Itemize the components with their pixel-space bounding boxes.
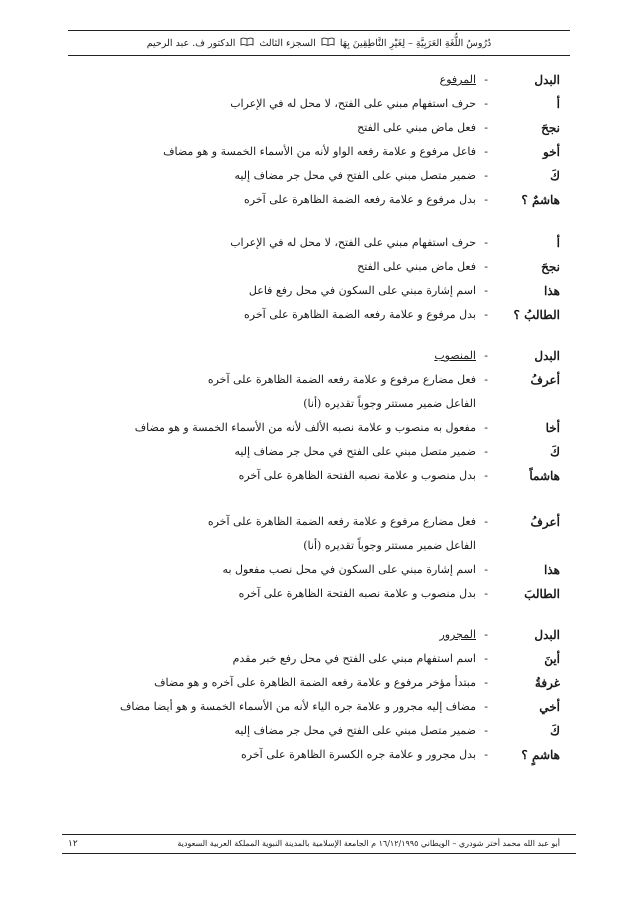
- parse-description: ضمير متصل مبني على الفتح في محل جر مضاف إليه: [234, 169, 476, 182]
- parse-description: فعل ماض مبني على الفتح: [357, 260, 476, 273]
- dash-separator: -: [484, 587, 488, 600]
- parse-row: [70, 190, 568, 210]
- grammar-term: هاشمٍ ؟: [521, 748, 560, 762]
- page-footer: [62, 834, 576, 854]
- dash-separator: -: [484, 676, 488, 689]
- grammar-term: الطالبَ: [524, 587, 560, 601]
- section-heading-row: [70, 70, 568, 90]
- grammar-term: أخا: [545, 421, 560, 435]
- parse-row: [70, 512, 568, 532]
- parse-description: بدل منصوب و علامة نصبه الفتحة الظاهرة على آخره: [238, 469, 476, 482]
- parse-description: مفعول به منصوب و علامة نصبه الألف لأنه من الأسماء الخمسة و هو مضاف: [134, 421, 476, 434]
- dash-separator: -: [484, 73, 488, 86]
- parse-row: [70, 649, 568, 669]
- parse-row: [70, 466, 568, 486]
- dash-separator: -: [484, 445, 488, 458]
- dash-separator: -: [484, 284, 488, 297]
- grammar-term: أ: [556, 236, 560, 250]
- dash-separator: -: [484, 628, 488, 641]
- open-book-icon: [240, 37, 254, 49]
- grammar-term: أعرفُ: [530, 373, 560, 387]
- dash-separator: -: [484, 121, 488, 134]
- grammar-term: كَ: [550, 169, 560, 183]
- dash-separator: -: [484, 700, 488, 713]
- grammar-term: هذا: [544, 284, 560, 298]
- dash-separator: -: [484, 193, 488, 206]
- parse-description: ضمير متصل مبني على الفتح في محل جر مضاف إليه: [234, 724, 476, 737]
- parse-description: فعل مضارع مرفوع و علامة رفعه الضمة الظاهرة على آخره: [207, 373, 476, 386]
- dash-separator: -: [484, 724, 488, 737]
- parse-row: [70, 233, 568, 253]
- parse-row: [70, 560, 568, 580]
- page-header: [68, 30, 570, 56]
- parse-row: [70, 536, 568, 556]
- parse-row: [70, 166, 568, 186]
- dash-separator: -: [484, 260, 488, 273]
- section-title: المجرور: [439, 628, 476, 641]
- dash-separator: -: [484, 563, 488, 576]
- grammar-term: نجحَ: [541, 121, 560, 135]
- dash-separator: -: [484, 748, 488, 761]
- parse-description: حرف استفهام مبني على الفتح، لا محل له في الإعراب: [230, 236, 476, 249]
- parse-description: فعل مضارع مرفوع و علامة رفعه الضمة الظاهرة على آخره: [207, 515, 476, 528]
- dash-separator: -: [484, 97, 488, 110]
- grammar-term: البدل: [534, 628, 560, 642]
- dash-separator: -: [484, 515, 488, 528]
- page-number: ١٢: [68, 839, 78, 849]
- grammar-term: أخو: [543, 145, 560, 159]
- parse-row: [70, 118, 568, 138]
- dash-separator: -: [484, 373, 488, 386]
- parse-description: اسم استفهام مبني على الفتح في محل رفع خبر مقدم: [232, 652, 476, 665]
- parse-row: [70, 257, 568, 277]
- dash-separator: -: [484, 145, 488, 158]
- parse-row: [70, 745, 568, 765]
- parse-description: بدل مجرور و علامة جره الكسرة الظاهرة على آخره: [241, 748, 476, 761]
- section-heading-row: [70, 625, 568, 645]
- grammar-term: الطالبُ ؟: [513, 308, 560, 322]
- parse-description: بدل مرفوع و علامة رفعه الضمة الظاهرة على آخره: [244, 308, 476, 321]
- parse-row: [70, 673, 568, 693]
- section-title: المرفوع: [439, 73, 476, 86]
- parse-description: فعل ماض مبني على الفتح: [357, 121, 476, 134]
- parse-row: [70, 418, 568, 438]
- header-volume: السجزء الثالث: [259, 37, 316, 49]
- section-heading-row: [70, 346, 568, 366]
- parse-description: اسم إشارة مبني على السكون في محل رفع فاعل: [248, 284, 476, 297]
- parse-row: [70, 584, 568, 604]
- parse-description: فاعل مرفوع و علامة رفعه الواو لأنه من الأسماء الخمسة و هو مضاف: [163, 145, 476, 158]
- parse-description: بدل مرفوع و علامة رفعه الضمة الظاهرة على آخره: [244, 193, 476, 206]
- grammar-term: هاشماً: [529, 469, 560, 483]
- parse-description: حرف استفهام مبني على الفتح، لا محل له في الإعراب: [230, 97, 476, 110]
- grammar-term: كَ: [550, 445, 560, 459]
- header-title: دُرُوسُ اللُّغَةِ العَرَبِيَّةِ – لِغَيْرِ النَّاطِقِينَ بِهَا: [339, 37, 492, 49]
- dash-separator: -: [484, 469, 488, 482]
- parse-description: مضاف إليه مجرور و علامة جره الياء لأنه من الأسماء الخمسة و هو أيضا مضاف: [119, 700, 476, 713]
- parse-row: [70, 142, 568, 162]
- open-book-icon: [321, 37, 335, 49]
- parse-row: [70, 370, 568, 390]
- grammar-term: نجحَ: [541, 260, 560, 274]
- parse-row: [70, 721, 568, 741]
- parse-row: [70, 442, 568, 462]
- parse-row: [70, 697, 568, 717]
- header-author: الدكتور ف. عبد الرحيم: [146, 37, 236, 49]
- parse-row: [70, 281, 568, 301]
- parse-description: بدل منصوب و علامة نصبه الفتحة الظاهرة على آخره: [238, 587, 476, 600]
- grammar-term: أ: [556, 97, 560, 111]
- grammar-term: البدل: [534, 349, 560, 363]
- section-title: المنصوب: [434, 349, 476, 362]
- grammar-term: هذا: [544, 563, 560, 577]
- grammar-term: كَ: [550, 724, 560, 738]
- footer-attribution: أبو عبد الله محمد أختر شودري – الويطاني ١٦/١٢/١٩٩٥ م الجامعة الإسلامية بالمدينة النبوية المملكة العربية السعودية: [177, 839, 560, 848]
- dash-separator: -: [484, 349, 488, 362]
- parse-description: مبتدأ مؤخر مرفوع و علامة رفعه الضمة الظاهرة على آخره و هو مضاف: [154, 676, 476, 689]
- grammar-term: أينَ: [544, 652, 560, 666]
- grammar-term: أعرفُ: [530, 515, 560, 529]
- dash-separator: -: [484, 308, 488, 321]
- dash-separator: -: [484, 236, 488, 249]
- dash-separator: -: [484, 652, 488, 665]
- parse-description: الفاعل ضمير مستتر وجوباً تقديره (أنا): [303, 397, 476, 410]
- parse-row: [70, 394, 568, 414]
- parse-description: اسم إشارة مبني على السكون في محل نصب مفعول به: [222, 563, 476, 576]
- grammar-term: أخي: [539, 700, 560, 714]
- parse-description: الفاعل ضمير مستتر وجوباً تقديره (أنا): [303, 539, 476, 552]
- grammar-term: غرفةُ: [534, 676, 560, 690]
- grammar-term: هاشمٌ ؟: [521, 193, 560, 207]
- dash-separator: -: [484, 169, 488, 182]
- parse-row: [70, 94, 568, 114]
- grammar-term: البدل: [534, 73, 560, 87]
- dash-separator: -: [484, 421, 488, 434]
- parse-description: ضمير متصل مبني على الفتح في محل جر مضاف إليه: [234, 445, 476, 458]
- parse-row: [70, 305, 568, 325]
